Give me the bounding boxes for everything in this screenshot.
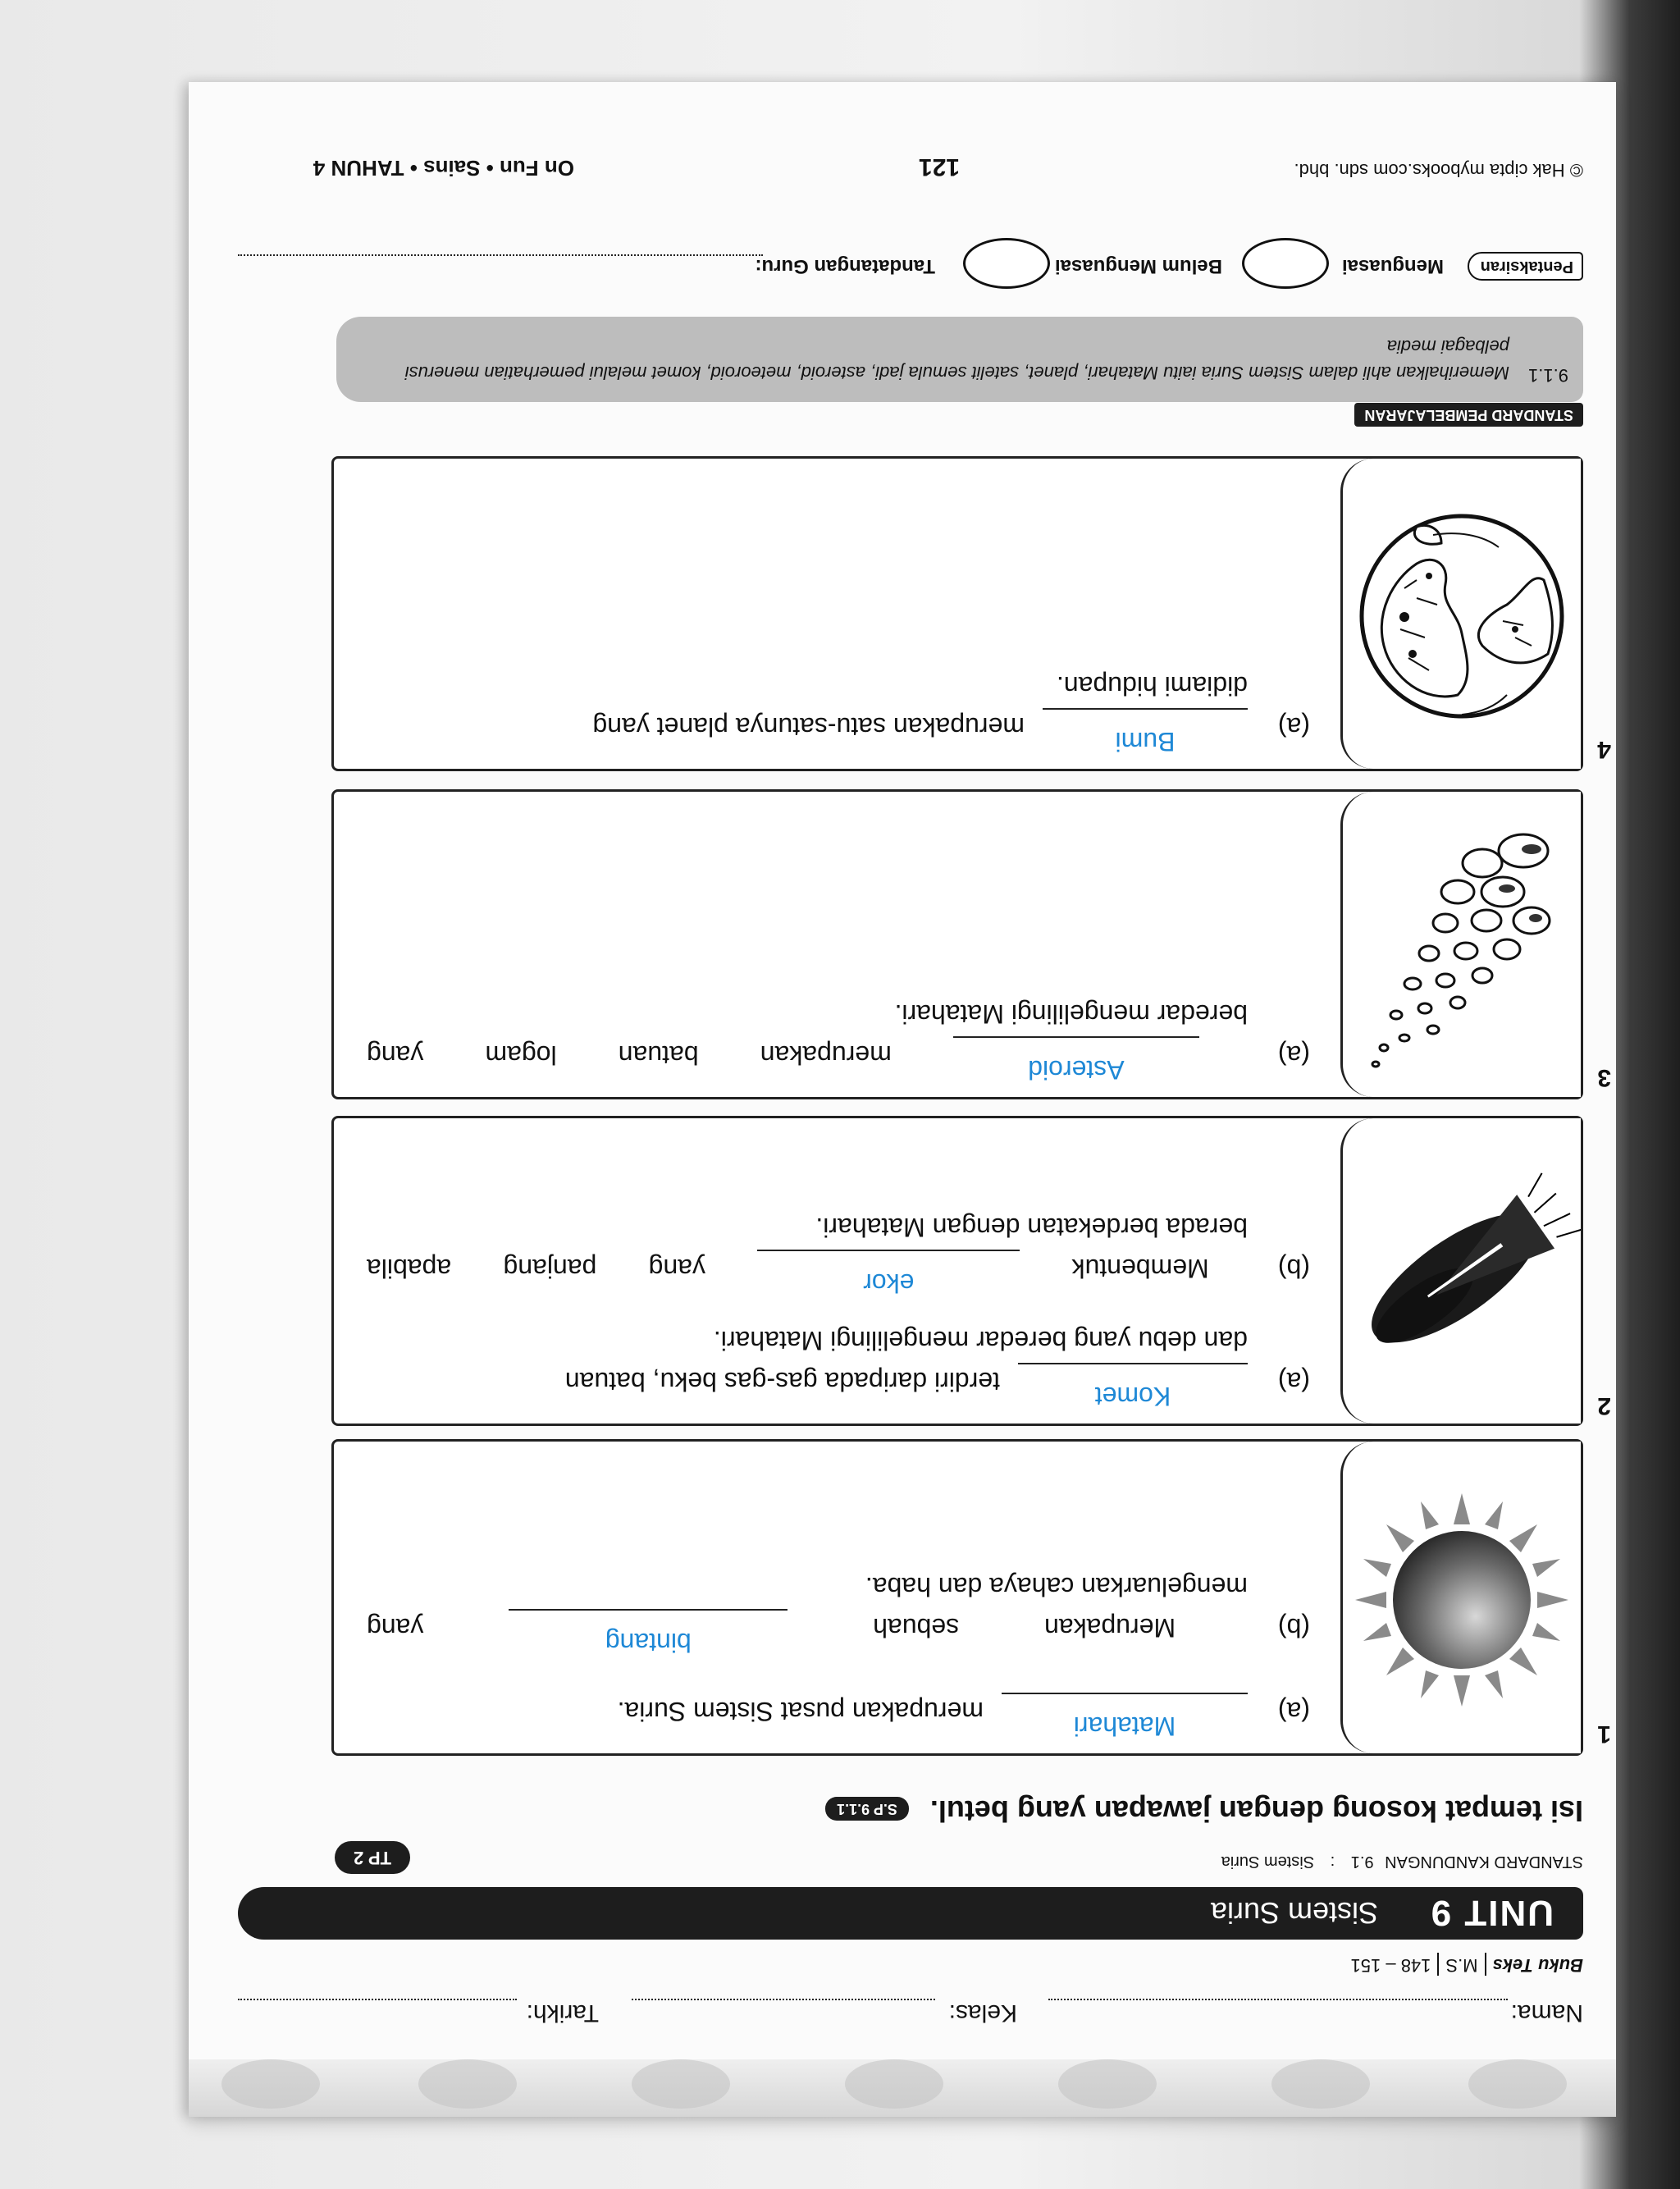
q2-b-text-3: panjang bbox=[503, 1254, 597, 1283]
q2-a-text: terdiri daripada gas-gas beku, batuan bbox=[564, 1367, 1000, 1396]
q3-a-answer-blank[interactable] bbox=[953, 1036, 1199, 1085]
q1-b-text-4: mengeluarkan cahaya dan haba. bbox=[865, 1572, 1248, 1602]
page-footer bbox=[238, 139, 1583, 181]
q1-part-a bbox=[367, 1693, 1310, 1741]
question-4-text bbox=[367, 667, 1310, 756]
q2-b-text-1: Membentuk bbox=[1071, 1254, 1209, 1283]
q2-part-a bbox=[367, 1363, 1310, 1411]
q3-a-text-2: batuan bbox=[618, 1040, 699, 1070]
page-number: 121 bbox=[918, 153, 960, 181]
q1-a-answer-blank[interactable] bbox=[1002, 1693, 1248, 1741]
q3-a-text-4: yang bbox=[367, 1040, 424, 1070]
sun-icon bbox=[1343, 1446, 1581, 1753]
tarikh-field[interactable] bbox=[238, 1999, 517, 2000]
q4-part-a bbox=[367, 708, 1310, 756]
q2-a-answer: Komet bbox=[1094, 1382, 1171, 1411]
student-info-fields bbox=[238, 1986, 1583, 2027]
q4-a-answer: Bumi bbox=[1115, 727, 1176, 756]
series-name: On Fun • Sains • TAHUN 4 bbox=[313, 156, 574, 181]
q3-a-answer: Asteroid bbox=[1028, 1055, 1125, 1085]
worksheet-sheet bbox=[189, 82, 1616, 2117]
earth-picture bbox=[1340, 459, 1581, 769]
decorative-band bbox=[189, 2059, 1616, 2117]
tp-badge: TP 2 bbox=[335, 1841, 410, 1874]
unit-header-bar bbox=[238, 1887, 1583, 1940]
instruction-text: Isi tempat kosong dengan jawapan yang betul. bbox=[929, 1794, 1583, 1828]
question-card-1 bbox=[331, 1439, 1583, 1756]
q1-b-text-3: yang bbox=[367, 1613, 424, 1643]
kelas-field[interactable] bbox=[632, 1999, 935, 2000]
q1-b-text-2: sebuah bbox=[873, 1613, 960, 1643]
q3-a-label: (a) bbox=[1277, 1040, 1310, 1070]
buku-teks-label: Buku Teks bbox=[1492, 1955, 1583, 1976]
q1-b-answer-blank[interactable] bbox=[509, 1609, 788, 1657]
assessment-row bbox=[238, 240, 1583, 289]
q2-b-text-2: yang bbox=[648, 1254, 706, 1283]
asteroid-picture bbox=[1340, 792, 1581, 1097]
copyright: © Hak cipta mybooks.com sdn. bhd. bbox=[1294, 160, 1583, 181]
standard-pembelajaran-box bbox=[336, 317, 1583, 402]
question-card-3 bbox=[331, 789, 1583, 1099]
q2-a-label: (a) bbox=[1277, 1367, 1310, 1396]
nama-label: Nama: bbox=[1510, 1999, 1583, 2027]
q1-b-label: (b) bbox=[1277, 1613, 1310, 1643]
pentaksiran-tag: Pentaksiran bbox=[1468, 252, 1583, 281]
q2-b-line-2 bbox=[367, 1209, 1310, 1246]
q1-part-b bbox=[367, 1609, 1310, 1657]
q1-b-text-1: Merupakan bbox=[1044, 1613, 1176, 1643]
belum-menguasai-oval[interactable] bbox=[963, 238, 1050, 289]
q2-a-answer-blank[interactable] bbox=[1018, 1363, 1248, 1411]
question-card-4 bbox=[331, 456, 1583, 771]
sp-badge: S.P 9.1.1 bbox=[825, 1797, 909, 1821]
q2-b-answer: ekor bbox=[863, 1268, 915, 1298]
q2-b-answer-blank[interactable] bbox=[757, 1250, 1020, 1298]
page-range: 148 – 151 bbox=[1350, 1955, 1431, 1976]
q2-a-text-2: dan debu yang beredar mengelilingi Matahari. bbox=[713, 1326, 1248, 1355]
instruction bbox=[825, 1794, 1583, 1828]
q1-a-label: (a) bbox=[1277, 1697, 1310, 1726]
standard-kandungan-separator: : bbox=[1330, 1853, 1335, 1871]
q2-b-label: (b) bbox=[1277, 1254, 1310, 1283]
standard-kandungan-topic: Sistem Suria bbox=[1221, 1853, 1315, 1871]
q3-a-text-1: merupakan bbox=[760, 1040, 892, 1070]
standard-kandungan-code: 9.1 bbox=[1350, 1853, 1374, 1871]
question-3-text bbox=[367, 995, 1310, 1085]
standard-pembelajaran-code: 9.1.1 bbox=[1528, 365, 1568, 386]
q4-a-text-2: didiami hidupan. bbox=[1056, 671, 1248, 701]
question-number-2: 2 bbox=[1597, 1392, 1611, 1419]
question-card-2 bbox=[331, 1116, 1583, 1426]
q3-a-text-3: logam bbox=[485, 1040, 557, 1070]
q2-b-text-4: apabila bbox=[367, 1254, 452, 1283]
tandatangan-guru-label: Tandatangan Guru: bbox=[755, 255, 935, 277]
earth-icon bbox=[1343, 464, 1581, 769]
q1-b-line-2 bbox=[367, 1568, 1310, 1606]
menguasai-oval[interactable] bbox=[1242, 238, 1329, 289]
tarikh-label: Tarikh: bbox=[526, 1999, 599, 2027]
question-number-3: 3 bbox=[1597, 1064, 1611, 1091]
q2-a-line-2 bbox=[367, 1322, 1310, 1360]
worksheet-page-upside-down bbox=[189, 82, 1616, 2117]
ms-label: M.S bbox=[1445, 1955, 1478, 1976]
sun-picture bbox=[1340, 1442, 1581, 1753]
q3-part-a bbox=[367, 1036, 1310, 1085]
kelas-label: Kelas: bbox=[948, 1999, 1017, 2027]
q1-a-text: merupakan pusat Sistem Suria. bbox=[617, 1697, 984, 1726]
standard-kandungan-label: STANDARD KANDUNGAN bbox=[1385, 1853, 1583, 1871]
unit-number: UNIT 9 bbox=[1429, 1893, 1554, 1933]
standard-pembelajaran-text: Memerihalkan ahli dalam Sistem Suria iaitu Matahari, planet, satelit semula jadi, asteroid, meteoroid, komet melalui pemerhatian menerusi pelbagai media bbox=[404, 336, 1509, 383]
q4-a-label: (a) bbox=[1277, 712, 1310, 742]
question-2-text bbox=[367, 1209, 1310, 1411]
question-number-4: 4 bbox=[1597, 736, 1611, 763]
q3-a-text-5: beredar mengelilingi Matahari. bbox=[894, 999, 1248, 1029]
comet-icon bbox=[1343, 1123, 1581, 1424]
q2-b-text-5: berada berdekatan dengan Matahari. bbox=[815, 1213, 1248, 1242]
menguasai-label: Menguasai bbox=[1341, 255, 1444, 277]
comet-picture bbox=[1340, 1118, 1581, 1424]
unit-title: Sistem Suria bbox=[1210, 1896, 1378, 1930]
q4-a-answer-blank[interactable] bbox=[1043, 708, 1248, 756]
q1-b-answer: bintang bbox=[605, 1628, 692, 1657]
question-number-1: 1 bbox=[1597, 1721, 1611, 1748]
belum-menguasai-label: Belum Menguasai bbox=[1054, 255, 1222, 277]
q4-a-line-2 bbox=[367, 667, 1310, 705]
q1-a-answer: Matahari bbox=[1073, 1711, 1176, 1741]
q4-a-text: merupakan satu-satunya planet yang bbox=[592, 712, 1025, 742]
question-1-text bbox=[367, 1568, 1310, 1741]
standard-kandungan bbox=[1221, 1852, 1583, 1871]
textbook-reference bbox=[1351, 1953, 1583, 1976]
nama-field[interactable] bbox=[1048, 1999, 1508, 2000]
q3-a-line-2 bbox=[367, 995, 1310, 1033]
asteroid-icon bbox=[1343, 797, 1581, 1097]
q2-part-b bbox=[367, 1250, 1310, 1298]
tandatangan-guru-field[interactable] bbox=[238, 254, 763, 256]
standard-pembelajaran-label: STANDARD PEMBELAJARAN bbox=[1354, 403, 1583, 427]
